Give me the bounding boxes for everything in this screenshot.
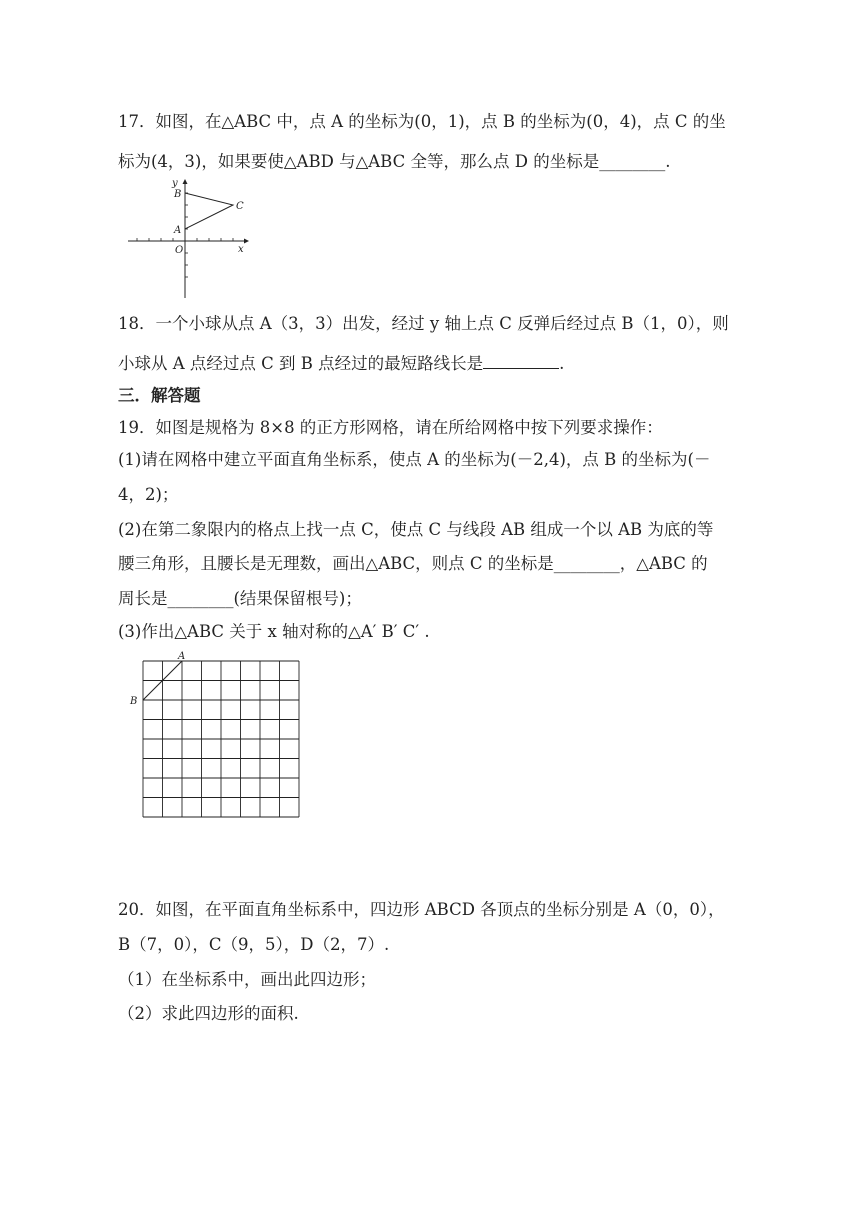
q19-line-5: 腰三角形，且腰长是无理数，画出△ABC，则点 C 的坐标是________，△ABC 的: [118, 554, 708, 573]
q20-line-4: （2）求此四边形的面积.: [118, 1004, 299, 1023]
q19-line-4: (2)在第二象限内的格点上找一点 C，使点 C 与线段 AB 组成一个以 AB 为底的等: [118, 520, 714, 539]
q17-y-axis-arrow: [183, 179, 188, 184]
q18-line-2: [118, 353, 564, 374]
q17-x-axis-arrow: [244, 239, 249, 244]
q17-label-b: B: [174, 189, 182, 200]
q19-line-6: 周长是________(结果保留根号)；: [118, 589, 362, 608]
q17-label-o: O: [175, 245, 184, 256]
q19-label-a: A: [178, 651, 186, 662]
q18-line-1: 18．一个小球从点 A（3，3）出发，经过 y 轴上点 C 反弹后经过点 B（1，0），则: [118, 314, 729, 333]
section-3-title: 三．解答题: [118, 386, 201, 405]
q20-line-2: B（7，0），C（9，5），D（2，7）.: [118, 935, 390, 954]
q19-label-b: B: [130, 696, 138, 707]
q19-line-2: (1)请在网格中建立平面直角坐标系，使点 A 的坐标为(－2,4)，点 B 的坐标为(－: [118, 450, 711, 469]
q18-line-2-end: .: [559, 354, 565, 373]
q20-line-1: 20．如图，在平面直角坐标系中，四边形 ABCD 各顶点的坐标分别是 A（0，0），: [118, 900, 725, 919]
q17-triangle-abc: [185, 193, 233, 229]
q17-label-a: A: [174, 225, 182, 236]
q17-label-x: x: [238, 244, 244, 255]
q18-line-2-text: 小球从 A 点经过点 C 到 B 点经过的最短路线长是: [118, 354, 484, 373]
q17-label-c: C: [236, 201, 244, 212]
q17-label-y: y: [172, 178, 178, 189]
q17-line-1: 17．如图，在△ABC 中，点 A 的坐标为(0，1)，点 B 的坐标为(0，4)，点 C 的坐: [118, 112, 726, 131]
q18-answer-blank[interactable]: [483, 353, 559, 369]
q19-line-7: (3)作出△ABC 关于 x 轴对称的△A′ B′ C′ .: [118, 622, 430, 641]
q19-line-3: 4，2)；: [118, 485, 179, 504]
q17-coordinate-figure: [126, 176, 256, 300]
q19-grid-figure: [128, 648, 303, 820]
q19-line-1: 19．如图是规格为 8×8 的正方形网格，请在所给网格中按下列要求操作：: [118, 418, 663, 437]
q17-line-2: 标为(4，3)，如果要使△ABD 与△ABC 全等，那么点 D 的坐标是________.: [118, 152, 671, 171]
q20-line-3: （1）在坐标系中，画出此四边形；: [118, 970, 376, 989]
